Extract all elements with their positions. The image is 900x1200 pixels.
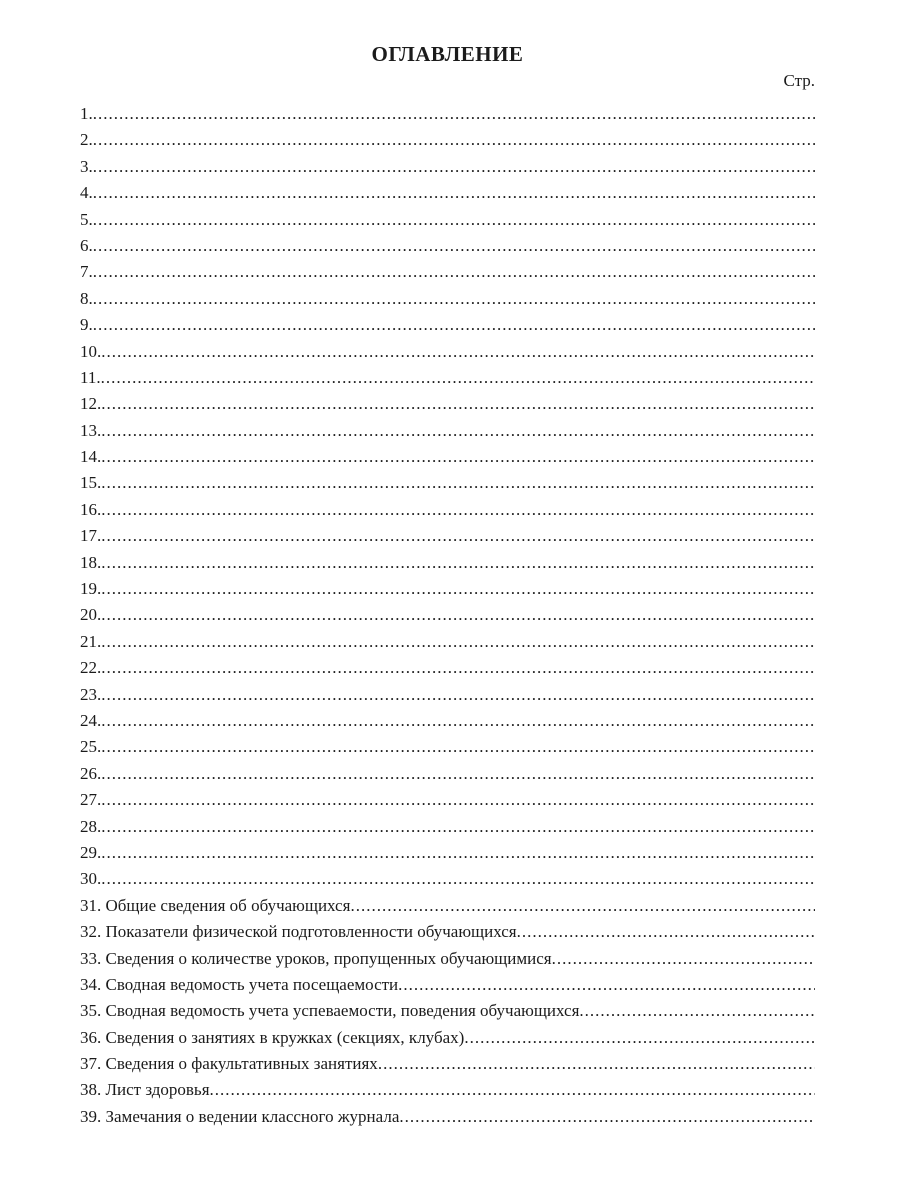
- toc-entry-leader: [101, 444, 815, 470]
- toc-entry-label: 11.: [80, 367, 101, 387]
- toc-entry-leader: [579, 998, 815, 1024]
- toc-entry-leader: [552, 946, 815, 972]
- toc-entry-leader: [101, 655, 815, 681]
- toc-entry-leader: [101, 682, 815, 708]
- toc-entry-label: 16.: [80, 499, 102, 519]
- toc-entry-label: 13.: [80, 420, 102, 440]
- toc-entry-label: 12.: [80, 394, 102, 414]
- toc-entry: [80, 893, 815, 919]
- toc-entry-label: 10.: [80, 341, 102, 361]
- toc-entry-label: 25.: [80, 737, 102, 757]
- toc-entry-label: 14.: [80, 447, 102, 467]
- toc-entry: [80, 629, 815, 655]
- toc-entry-leader: [93, 180, 815, 206]
- toc-entry: [80, 602, 815, 628]
- toc-entry: [80, 154, 815, 180]
- toc-entry-leader: [101, 866, 815, 892]
- toc-entry-leader: [101, 734, 815, 760]
- toc-entry-leader: [101, 550, 815, 576]
- toc-entry-leader: [101, 470, 815, 496]
- toc-entry: [80, 101, 815, 127]
- toc-entry-label: 26.: [80, 763, 102, 783]
- toc-entry: [80, 946, 815, 972]
- page-title: ОГЛАВЛЕНИЕ: [371, 42, 524, 66]
- toc-entry-leader: [101, 339, 815, 365]
- toc-entry-leader: [101, 365, 815, 391]
- toc-entry-leader: [93, 101, 815, 127]
- toc-entry-label: 33. Сведения о количестве уроков, пропущенных обучающимися: [80, 948, 552, 968]
- toc-entry-label: 34. Сводная ведомость учета посещаемости: [80, 974, 399, 994]
- toc-entry-label: 20.: [80, 605, 102, 625]
- toc-entry-label: 8.: [80, 288, 93, 308]
- toc-entry-label: 9.: [80, 315, 93, 335]
- toc-entry-label: 38. Лист здоровья: [80, 1080, 210, 1100]
- toc-entry-leader: [93, 233, 815, 259]
- toc-entry-leader: [101, 761, 815, 787]
- toc-entry: [80, 127, 815, 153]
- toc-entry: [80, 418, 815, 444]
- toc-entry-label: 21.: [80, 631, 102, 651]
- toc-entry: [80, 814, 815, 840]
- toc-entry-label: 22.: [80, 658, 102, 678]
- toc-entry: [80, 286, 815, 312]
- toc-entry: [80, 339, 815, 365]
- toc-entry: [80, 207, 815, 233]
- toc-entry-leader: [101, 840, 815, 866]
- toc-entry-label: 24.: [80, 710, 102, 730]
- toc-entry: [80, 233, 815, 259]
- toc-entry-leader: [93, 154, 815, 180]
- toc-entry: [80, 1104, 815, 1130]
- toc-entry-label: 28.: [80, 816, 102, 836]
- page-column-label: Стр.: [783, 71, 815, 90]
- toc-entry-label: 15.: [80, 473, 102, 493]
- toc-entry-label: 27.: [80, 790, 102, 810]
- toc-entry-leader: [93, 127, 815, 153]
- toc-entry: [80, 550, 815, 576]
- toc-entry: [80, 787, 815, 813]
- toc-entry-leader: [378, 1051, 815, 1077]
- toc-entry-label: 23.: [80, 684, 102, 704]
- toc-entry: [80, 734, 815, 760]
- toc-entry: [80, 312, 815, 338]
- toc-entry-label: 4.: [80, 183, 93, 203]
- toc-entry-label: 3.: [80, 156, 93, 176]
- toc-entry: [80, 1051, 815, 1077]
- toc-entry-leader: [101, 814, 815, 840]
- toc-entry-leader: [101, 418, 815, 444]
- toc-entry-leader: [350, 893, 815, 919]
- toc-entry: [80, 444, 815, 470]
- toc-entry-leader: [399, 1104, 815, 1130]
- toc-entry-label: 36. Сведения о занятиях в кружках (секциях, клубах): [80, 1027, 465, 1047]
- toc-entry: [80, 1025, 815, 1051]
- toc-entry-label: 7.: [80, 262, 93, 282]
- toc-entry-leader: [101, 708, 815, 734]
- toc-entry: [80, 866, 815, 892]
- toc-entry-label: 6.: [80, 235, 93, 255]
- toc-entry-leader: [93, 286, 815, 312]
- toc-entry: [80, 365, 815, 391]
- toc-entry: [80, 919, 815, 945]
- toc-entry: [80, 470, 815, 496]
- toc-entry-label: 32. Показатели физической подготовленности обучающихся: [80, 922, 517, 942]
- toc-entry-leader: [101, 523, 815, 549]
- toc-entry: [80, 1077, 815, 1103]
- toc-list: [80, 101, 815, 1130]
- toc-entry: [80, 708, 815, 734]
- toc-entry-label: 18.: [80, 552, 102, 572]
- toc-entry-label: 19.: [80, 579, 102, 599]
- toc-entry-leader: [101, 629, 815, 655]
- toc-entry-label: 17.: [80, 526, 102, 546]
- toc-entry-label: 2.: [80, 130, 93, 150]
- toc-entry-leader: [101, 576, 815, 602]
- toc-entry: [80, 761, 815, 787]
- toc-entry: [80, 576, 815, 602]
- toc-entry: [80, 391, 815, 417]
- toc-entry-label: 35. Сводная ведомость учета успеваемости, поведения обучающихся: [80, 1001, 580, 1021]
- toc-entry-leader: [101, 602, 815, 628]
- toc-entry: [80, 655, 815, 681]
- toc-entry-leader: [517, 919, 815, 945]
- toc-entry-label: 1.: [80, 104, 93, 123]
- toc-entry-label: 29.: [80, 842, 102, 862]
- toc-entry-leader: [93, 259, 815, 285]
- toc-entry-label: 5.: [80, 209, 93, 229]
- toc-entry-leader: [398, 972, 815, 998]
- toc-entry-leader: [210, 1077, 815, 1103]
- toc-entry-leader: [464, 1025, 815, 1051]
- toc-entry: [80, 972, 815, 998]
- toc-entry-leader: [101, 391, 815, 417]
- toc-entry: [80, 180, 815, 206]
- toc-entry: [80, 523, 815, 549]
- toc-entry-leader: [101, 787, 815, 813]
- toc-entry-label: 37. Сведения о факультативных занятиях: [80, 1054, 378, 1074]
- toc-entry-label: 39. Замечания о ведении классного журнала: [80, 1106, 400, 1126]
- toc-entry: [80, 998, 815, 1024]
- toc-entry-leader: [93, 207, 815, 233]
- toc-entry: [80, 259, 815, 285]
- toc-entry: [80, 497, 815, 523]
- toc-entry: [80, 840, 815, 866]
- toc-entry-leader: [93, 312, 815, 338]
- toc-entry-leader: [101, 497, 815, 523]
- toc-entry-label: 30.: [80, 869, 102, 889]
- toc-entry: [80, 682, 815, 708]
- toc-entry-label: 31. Общие сведения об обучающихся: [80, 895, 351, 915]
